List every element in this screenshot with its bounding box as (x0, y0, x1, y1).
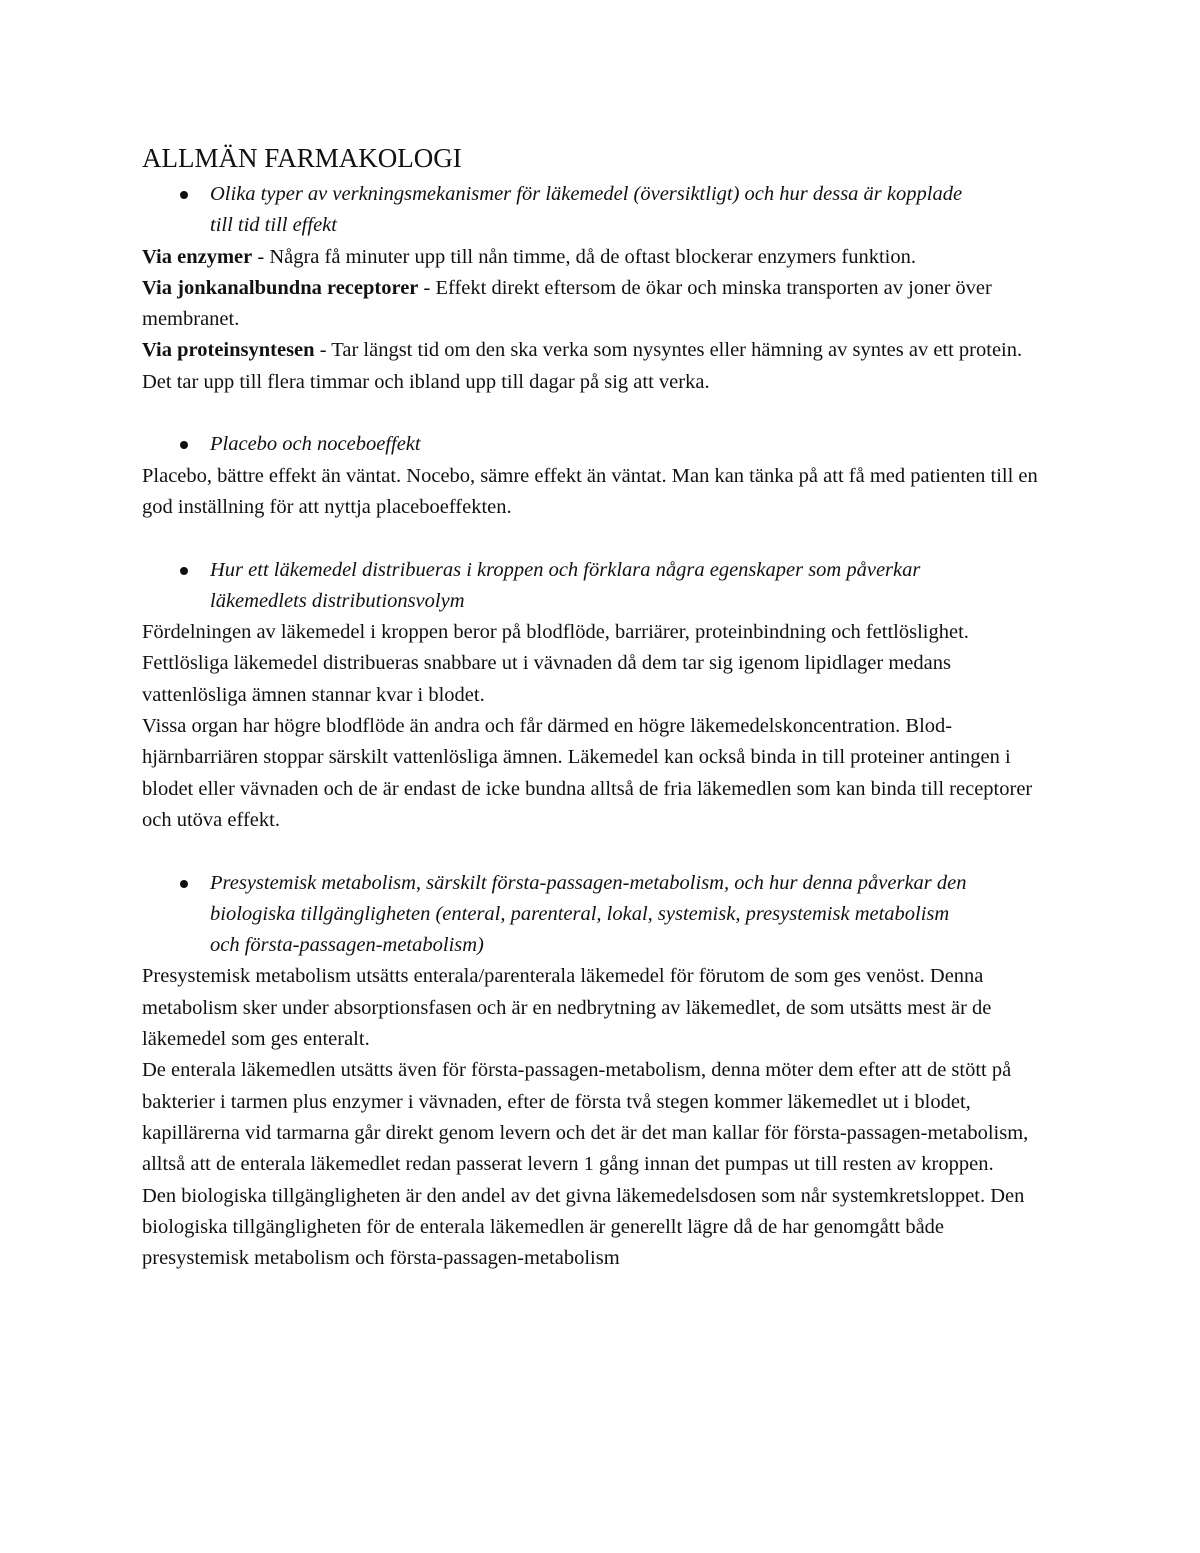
answer-paragraph: Presystemisk metabolism utsätts enterala/parenterala läkemedel för förutom de som ges venöst. Denna metabolism sker under absorptionsfasen och är en nedbrytning av läkemedlet, de som utsätts mest är de läkemedel som ges enteralt. (142, 965, 992, 1051)
question-bullet (142, 555, 1052, 618)
page-title: ALLMÄN FARMAKOLOGI (142, 143, 462, 173)
bullet-dot-icon (180, 441, 188, 449)
question-bullet (142, 179, 1052, 242)
question-bullet (142, 868, 1052, 962)
mechanism-item (142, 335, 1052, 398)
answer-paragraph: Den biologiska tillgängligheten är den andel av det givna läkemedelsdosen som når systemkretsloppet. Den biologiska tillgängligheten för de enterala läkemedlen är generellt lägre då de har genomgått både presystemisk metabolism och första-passagen-metabolism (142, 1184, 1025, 1270)
bullet-dot-icon (180, 567, 188, 575)
question-text: Placebo och noceboeffekt (210, 433, 421, 456)
mechanism-text: - Tar längst tid om den ska verka som nysyntes eller hämning av syntes av ett protein. Det tar upp till flera timmar och ibland upp till dagar på sig att verka. (142, 339, 1023, 393)
bullet-dot-icon (180, 880, 188, 888)
question-text: Presystemisk metabolism, särskilt första-passagen-metabolism, och hur denna påverkar den biologiska tillgängligheten (enteral, parenteral, lokal, systemisk, presystemisk metabolism och första-passagen-metabolism) (210, 871, 967, 957)
question-text: Olika typer av verkningsmekanismer för läkemedel (översiktligt) och hur dessa är kopplade till tid till effekt (210, 183, 963, 237)
spacer (142, 836, 1052, 867)
spacer (142, 398, 1052, 429)
question-bullet (142, 429, 1052, 460)
spacer (142, 523, 1052, 554)
answer-paragraph: Vissa organ har högre blodflöde än andra och får därmed en högre läkemedelskoncentration. Blod-hjärnbarriären stoppar särskilt vattenlösliga ämnen. Läkemedel kan också binda in till proteiner antingen i blodet eller vävnaden och de är endast de icke bundna alltså de fria läkemedlen som kan binda till receptorer och utöva effekt. (142, 715, 1033, 831)
bullet-dot-icon (180, 191, 188, 199)
mechanism-term: Via jonkanalbundna receptorer (142, 276, 419, 299)
answer-paragraph: Fettlösliga läkemedel distribueras snabbare ut i vävnaden då dem tar sig igenom lipidlager medans vattenlösliga ämnen stannar kvar i blodet. (142, 652, 951, 706)
mechanism-item (142, 273, 1052, 336)
answer-paragraph: Fördelningen av läkemedel i kroppen beror på blodflöde, barriärer, proteinbindning och fettlöslighet. (142, 621, 969, 644)
answer-paragraph: Placebo, bättre effekt än väntat. Nocebo, sämre effekt än väntat. Man kan tänka på att få med patienten till en god inställning för att nyttja placeboeffekten. (142, 464, 1038, 518)
question-text: Hur ett läkemedel distribueras i kroppen och förklara några egenskaper som påverkar läkemedlets distributionsvolym (210, 558, 921, 612)
mechanism-text: - Effekt direkt eftersom de ökar och minska transporten av joner över membranet. (142, 276, 992, 331)
mechanism-item (142, 242, 1052, 273)
mechanism-text: - Några få minuter upp till nån timme, då de oftast blockerar enzymers funktion. (252, 245, 917, 268)
document-page (142, 140, 1052, 1274)
mechanism-term: Via proteinsyntesen (142, 339, 315, 362)
mechanism-term: Via enzymer (142, 245, 253, 268)
answer-paragraph: De enterala läkemedlen utsätts även för första-passagen-metabolism, denna möter dem efter att de stött på bakterier i tarmen plus enzymer i vävnaden, efter de första två stegen kommer läkemedlet ut i blodet, kapillärerna vid tarmarna går direkt genom levern och det är det man kallar för första-passagen-metabolism, alltså att de enterala läkemedlet redan passerat levern 1 gång innan det pumpas ut till resten av kroppen. (142, 1059, 1029, 1176)
